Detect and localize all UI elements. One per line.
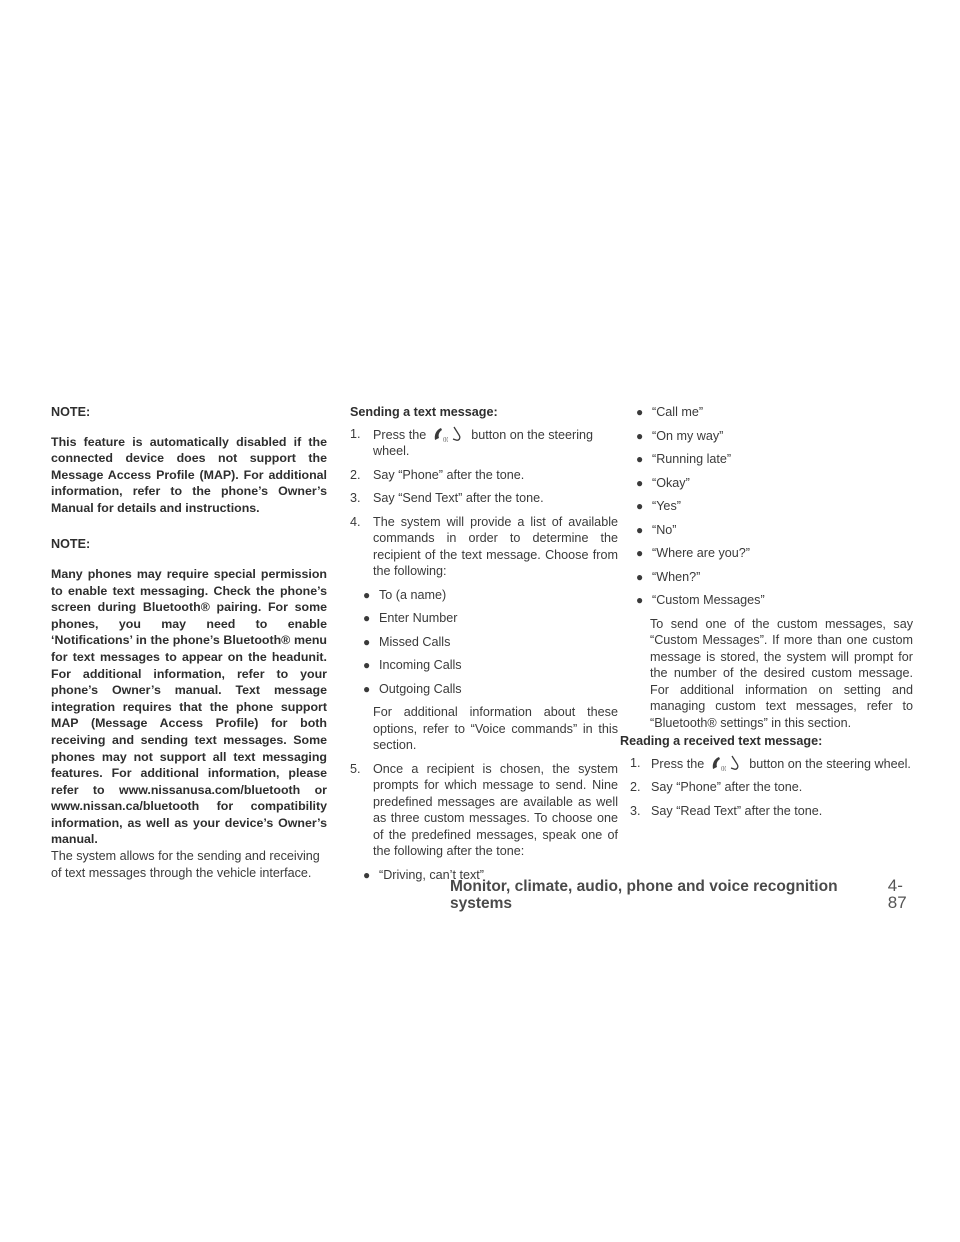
column-notes [51,404,327,881]
svg-text:(((: ((( [442,436,448,442]
column-messages [620,404,913,826]
bullet-dot-icon: ● [636,569,644,584]
list-item: ● “Call me” [636,405,704,419]
step-number: 3. [630,803,641,818]
list-item: ● Enter Number [363,611,458,625]
list-item: ● “No” [636,522,677,537]
list-item: ● Outgoing Calls [363,681,462,696]
list-item: ● “Driving, can’t text” [363,867,484,882]
step-text-pre: Press the [651,756,705,771]
talk-phone-icon [710,755,742,771]
step-number: 2. [630,780,641,794]
step-number: 1. [350,426,361,441]
step-text: Once a recipient is chosen, the system prompts for which message to send. Nine predefined messages are available as well as three custom messages. To choose one of the predefined messages, speak one of the following after the tone: [373,761,618,858]
step-item [342,467,618,484]
bullet-dot-icon: ● [636,428,644,443]
list-item: ● “Okay” [636,475,690,490]
step-text: Say “Phone” after the tone. [373,467,525,482]
bullet-dot-icon: ● [636,475,644,490]
step-text: Say “Send Text” after the tone. [373,491,544,505]
step-item [342,761,618,860]
list-item: ● Incoming Calls [363,658,462,672]
bullet-dot-icon: ● [636,452,644,466]
bullet-dot-icon: ● [363,658,371,672]
bullet-dot-icon: ● [636,499,644,513]
more-info-text: For additional information about these options, refer to “Voice commands” in this section. [373,705,618,752]
step-number: 1. [630,755,641,770]
step-number: 5. [350,761,361,776]
custom-messages-text: To send one of the custom messages, say “Custom Messages”. If more than one custom message is stored, the system will prompt for the number of the desired custom message. For additional information on setting and managing custom text messages, refer to “Bluetooth® settings” in this section. [650,616,913,730]
bullet-dot-icon: ● [636,593,644,607]
bullet-dot-icon: ● [363,611,371,625]
step-number: 3. [350,491,361,505]
step-text: Say “Read Text” after the tone. [651,803,823,818]
section-heading-reading: Reading a received text message: [620,734,823,748]
bullet-dot-icon: ● [363,587,371,602]
list-item: ● “Running late” [636,452,732,466]
step-text-pre: Press the [373,427,427,442]
bullet-dot-icon: ● [363,867,371,882]
step-text: The system will provide a list of available commands in order to determine the recipient of the text message. Choose from the following: [373,514,618,578]
list-item: ● To (a name) [363,587,447,602]
bullet-dot-icon: ● [636,522,644,537]
step-item [620,803,913,820]
footer-section-title: Monitor, climate, audio, phone and voice recognition systems [450,878,838,912]
svg-text:(((: ((( [720,765,726,771]
step-item [342,426,618,460]
page-footer [450,878,920,912]
page-number: 4-87 [887,876,907,912]
step-item [342,514,618,580]
note-permissions-text: Many phones may require special permission to enable text messaging. Check the phone’s screen during Bluetooth® pairing. For some phones, you may need to enable ‘Notifications’ in the phone’s Bluetooth® menu for text messages to appear on the headunit. For additional information, refer to your phone’s Owner’s manual. Text message integration requires that the phone support MAP (Message Access Profile) for both receiving and sending text messages. Some phones may not support all text messaging features. For additional information, please refer to www.nissanusa.com/bluetooth or www.nissan.ca/bluetooth for compatibility information, as well as your device’s Owner’s manual. [51,566,327,847]
bullet-dot-icon: ● [636,546,644,560]
list-item: ● “On my way” [636,428,724,443]
list-item: ● “When?” [636,569,701,584]
column-sending [342,404,618,890]
step-text-post: button on the steering wheel. [749,756,911,771]
step-item [342,490,618,507]
note-title: NOTE: [51,537,91,552]
step-text: Say “Phone” after the tone. [651,780,803,794]
note-title: NOTE: [51,405,91,419]
list-item: ● “Custom Messages” [636,593,765,607]
step-text-post: button on the steering wheel. [373,427,594,458]
body-text: The system allows for the sending and receiving of text messages through the vehicle interface. [51,849,320,880]
bullet-dot-icon: ● [636,405,644,419]
note-map-text: This feature is automatically disabled if the connected device does not support the Message Access Profile (MAP). For additional information, refer to the phone’s Owner’s Manual for details and instructions. [51,434,327,515]
list-item: ● “Yes” [636,499,681,513]
talk-phone-icon [432,426,464,442]
list-item: ● Missed Calls [363,634,451,649]
list-item: ● “Where are you?” [636,546,750,560]
bullet-dot-icon: ● [363,634,371,649]
step-number: 4. [350,514,361,529]
step-item [620,779,913,796]
bullet-dot-icon: ● [363,681,371,696]
step-number: 2. [350,467,361,482]
section-heading-sending: Sending a text message: [350,405,498,419]
step-item [620,755,913,773]
